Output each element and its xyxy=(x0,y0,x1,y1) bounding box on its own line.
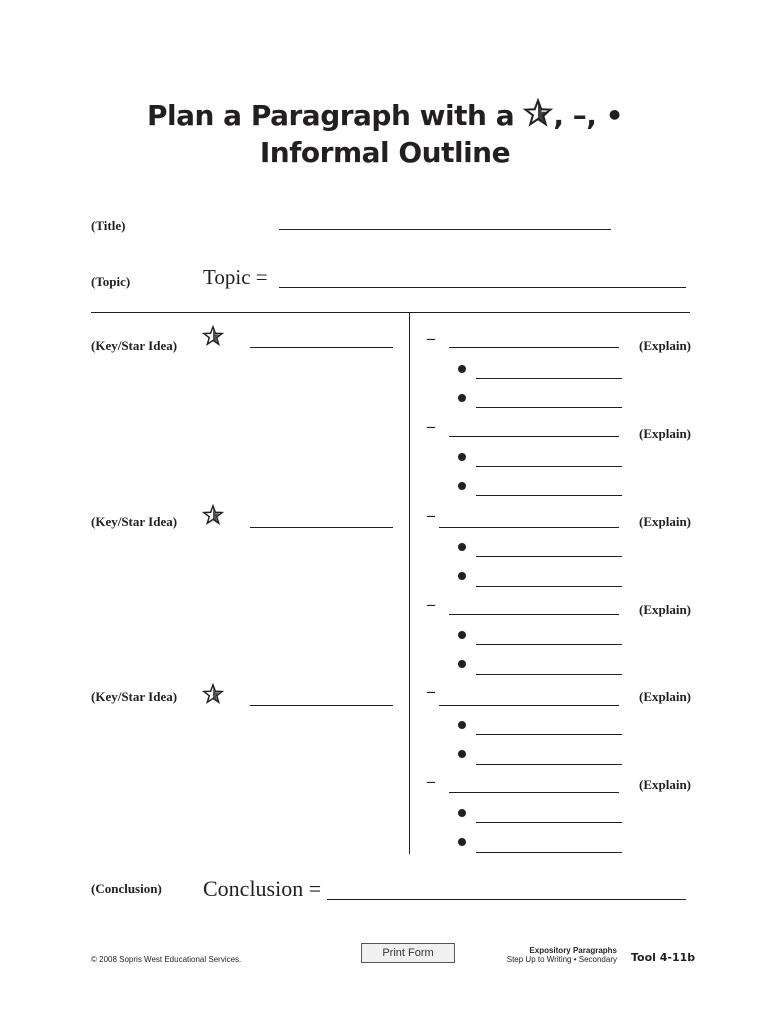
topic-field[interactable] xyxy=(279,287,686,288)
bullet-icon xyxy=(458,453,466,461)
title-label: (Title) xyxy=(91,218,126,233)
explain-field-3b-2[interactable] xyxy=(476,852,622,853)
explain-field-1a-1[interactable] xyxy=(476,378,622,379)
detail-field-1b[interactable] xyxy=(449,436,619,437)
bullet-icon xyxy=(458,631,466,639)
bullet-icon xyxy=(458,809,466,817)
key-idea-label-3: (Key/Star Idea) xyxy=(91,689,178,704)
explain-field-2a-2[interactable] xyxy=(476,586,622,587)
conclusion-field[interactable] xyxy=(327,899,686,900)
explain-label-3a: (Explain) xyxy=(639,689,692,704)
dash-3a: – xyxy=(427,683,435,700)
detail-field-1a[interactable] xyxy=(449,347,619,348)
explain-field-2b-1[interactable] xyxy=(476,644,622,645)
column-divider xyxy=(409,313,410,854)
book-subtitle: Step Up to Writing • Secondary xyxy=(506,955,617,964)
dash-2b: – xyxy=(427,596,435,613)
dash-3b: – xyxy=(427,773,435,790)
star-icon xyxy=(202,683,224,705)
topic-prefix: Topic = xyxy=(203,265,268,289)
title-line1-end: , –, • xyxy=(553,99,624,132)
conclusion-label: (Conclusion) xyxy=(91,881,162,896)
conclusion-prefix: Conclusion = xyxy=(203,876,322,901)
explain-label-2a: (Explain) xyxy=(639,514,692,529)
bullet-icon xyxy=(458,660,466,668)
explain-label-2b: (Explain) xyxy=(639,602,692,617)
star-icon xyxy=(202,325,224,347)
detail-field-3a[interactable] xyxy=(439,705,619,706)
explain-field-1b-2[interactable] xyxy=(476,495,622,496)
explain-label-1a: (Explain) xyxy=(639,338,692,353)
page-subtitle: Informal Outline xyxy=(259,136,511,169)
detail-field-3b[interactable] xyxy=(449,792,619,793)
bullet-icon xyxy=(458,365,466,373)
key-idea-field-1[interactable] xyxy=(250,347,393,348)
explain-field-1b-1[interactable] xyxy=(476,466,622,467)
explain-field-2a-1[interactable] xyxy=(476,556,622,557)
star-icon xyxy=(523,98,553,128)
copyright-text: © 2008 Sopris West Educational Services. xyxy=(91,955,242,964)
explain-field-3b-1[interactable] xyxy=(476,822,622,823)
detail-field-2b[interactable] xyxy=(449,614,619,615)
bullet-icon xyxy=(458,721,466,729)
book-title: Expository Paragraphs xyxy=(529,946,617,955)
section-divider xyxy=(91,312,690,313)
explain-label-1b: (Explain) xyxy=(639,426,692,441)
bullet-icon xyxy=(458,572,466,580)
bullet-icon xyxy=(458,394,466,402)
bullet-icon xyxy=(458,838,466,846)
key-idea-label-2: (Key/Star Idea) xyxy=(91,514,178,529)
explain-label-3b: (Explain) xyxy=(639,777,692,792)
key-idea-label-1: (Key/Star Idea) xyxy=(91,338,178,353)
key-idea-field-3[interactable] xyxy=(250,705,393,706)
title-field[interactable] xyxy=(279,229,611,230)
dash-2a: – xyxy=(427,507,435,524)
star-icon xyxy=(202,504,224,526)
detail-field-2a[interactable] xyxy=(439,527,619,528)
explain-field-3a-1[interactable] xyxy=(476,734,622,735)
dash-1b: – xyxy=(427,418,435,435)
topic-label: (Topic) xyxy=(91,274,131,289)
bullet-icon xyxy=(458,750,466,758)
explain-field-3a-2[interactable] xyxy=(476,764,622,765)
dash-1a: – xyxy=(427,330,435,347)
tool-id: Tool 4-11b xyxy=(631,951,696,964)
explain-field-2b-2[interactable] xyxy=(476,674,622,675)
bullet-icon xyxy=(458,482,466,490)
page-title xyxy=(0,98,770,132)
bullet-icon xyxy=(458,543,466,551)
print-form-button[interactable]: Print Form xyxy=(361,943,455,963)
title-line1-start: Plan a Paragraph with a xyxy=(146,99,515,132)
key-idea-field-2[interactable] xyxy=(250,527,393,528)
explain-field-1a-2[interactable] xyxy=(476,407,622,408)
